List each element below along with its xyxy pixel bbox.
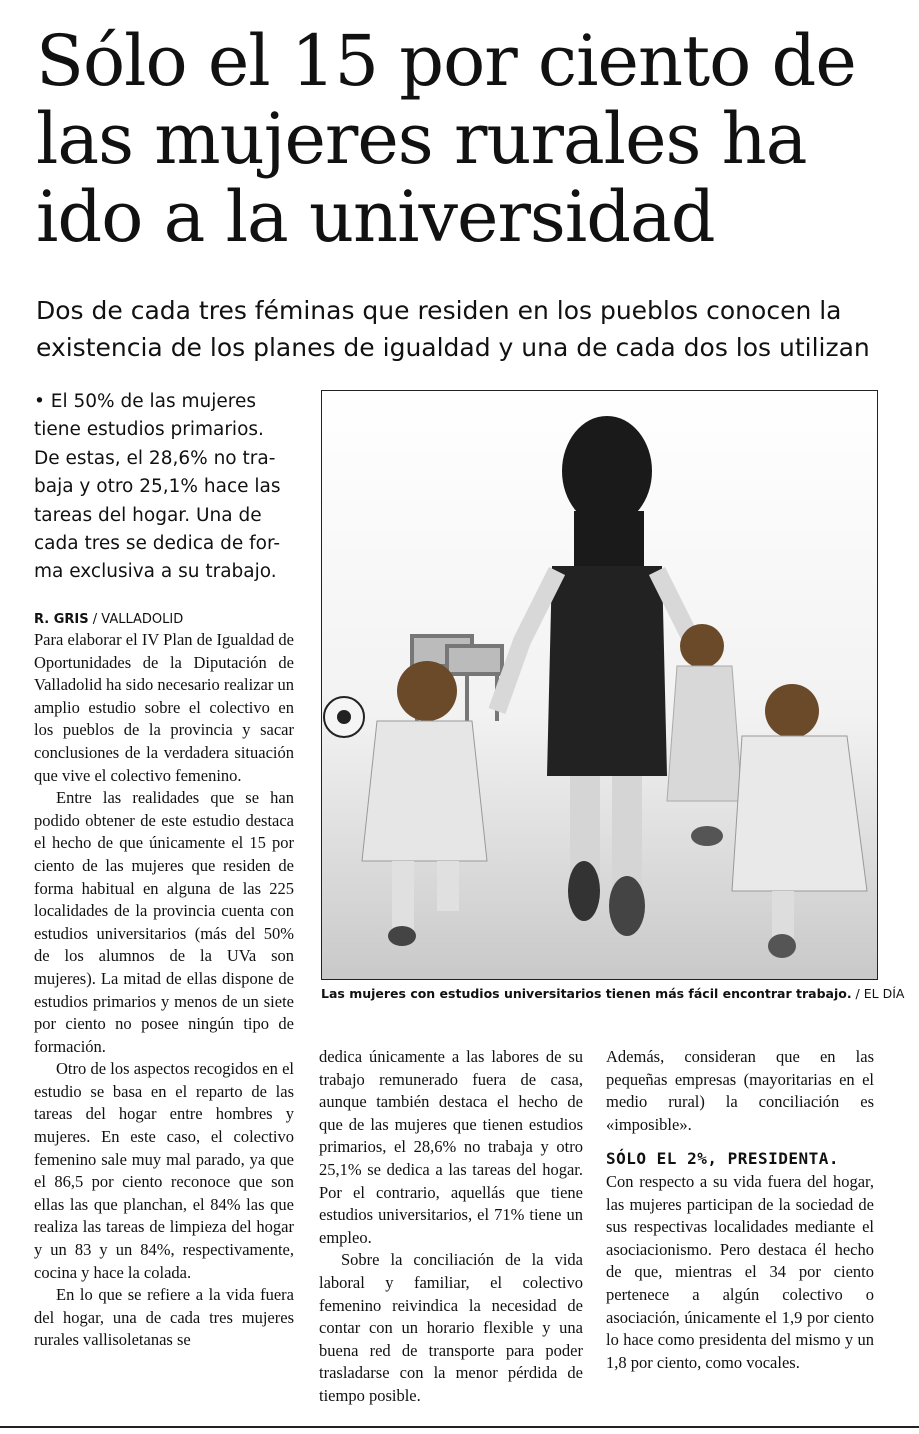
paragraph: Con respecto a su vida fuera del hogar, las mujeres participan de la sociedad de sus respectivas localidades mediante el asociacionismo. Pero destaca él hecho de que, mientras el 34 por ciento pertenece a algún colectivo o asociación, únicamente el 1,9 por ciento lo hace como presidenta del mismo y un 1,8 por ciento, como vocales. (606, 1171, 874, 1372)
paragraph: dedica únicamente a las labores de su trabajo remunerado fuera de casa, aunque también destaca el hecho de que de las mujeres que tienen estudios primarios, el 28,6% no trabaja y otro 25,1% se dedica a las tareas del hogar. Por el contrario, aquellás que tiene estudios universitarios, el 71% tiene un empleo. (319, 1047, 583, 1247)
article-column-2 (319, 1046, 583, 1408)
bottom-rule (0, 1426, 919, 1428)
summary-line: De estas, el 28,6% no tra- (34, 447, 276, 469)
article-photo (321, 390, 878, 980)
section-subheading: SÓLO EL 2%, PRESIDENTA. (606, 1149, 840, 1169)
paragraph: Otro de los aspectos recogidos en el estudio se basa en el reparto de las tareas del hogar entre hombres y mujeres. En este caso, el colectivo femenino sale muy mal parado, ya que el 86,5 por ciento reconoce que son ellas las que planchan, el 84% las que realiza las tareas de limpieza del hogar y un 83 y un 84%, respectivamente, cocina y hace la colada. (34, 1059, 294, 1282)
paragraph: Entre las realidades que se han podido obtener de este estudio destaca el hecho de que únicamente el 15 por ciento de las mujeres que residen de forma habitual en alguna de las 225 localidades de la provincia cuenta con estudios universitarios (más del 50% de los alumnos de la UVa son mujeres). La mitad de ellas dispone de estudios primarios y menos de un siete por ciento no posee ningún tipo de formación. (34, 788, 294, 1056)
summary-line: baja y otro 25,1% hace las (34, 476, 281, 498)
summary-line: cada tres se dedica de for- (34, 533, 281, 555)
headline-line: ido a la universidad (36, 176, 715, 258)
headline (36, 22, 906, 256)
summary-line: ma exclusiva a su trabajo. (34, 561, 277, 583)
photo-illustration (322, 391, 877, 979)
paragraph: Sobre la conciliación de la vida laboral y familiar, el colectivo femenino reivindica la necesidad de contar con un horario flexible y una buena red de transporte para poder trasladarse con la menor pérdida de tiempo posible. (319, 1250, 583, 1405)
byline (34, 612, 183, 627)
summary-line: • El 50% de las mujeres (34, 391, 256, 412)
headline-line: las mujeres rurales ha (36, 98, 807, 180)
paragraph: Además, consideran que en las pequeñas empresas (mayoritarias en el medio rural) la conciliación es «imposible». (606, 1047, 874, 1134)
subheadline (36, 292, 906, 366)
summary-box (34, 388, 302, 587)
byline-author: R. GRIS (34, 612, 89, 627)
caption-credit: / EL DÍA (851, 986, 905, 1001)
caption-text: Las mujeres con estudios universitarios tienen más fácil encontrar trabajo. (321, 986, 852, 1001)
subhead-line: Dos de cada tres féminas que residen en los pueblos conocen la (36, 296, 842, 325)
article-column-3 (606, 1046, 874, 1374)
article-column-1 (34, 629, 294, 1352)
photo-caption (321, 986, 905, 1001)
byline-location: / VALLADOLID (92, 612, 184, 627)
paragraph: En lo que se refiere a la vida fuera del hogar, una de cada tres mujeres rurales vallisoletanas se (34, 1285, 294, 1350)
summary-line: tiene estudios primarios. (34, 419, 264, 441)
summary-line: tareas del hogar. Una de (34, 504, 262, 526)
subhead-line: existencia de los planes de igualdad y una de cada dos los utilizan (36, 333, 870, 362)
headline-line: Sólo el 15 por ciento de (36, 20, 856, 102)
paragraph: Para elaborar el IV Plan de Igualdad de Oportunidades de la Diputación de Valladolid ha sido necesario realizar un amplio estudio sobre el colectivo en los pueblos de la provincia y sacar conclusiones de la verdadera situación que vive el colectivo femenino. (34, 630, 294, 785)
